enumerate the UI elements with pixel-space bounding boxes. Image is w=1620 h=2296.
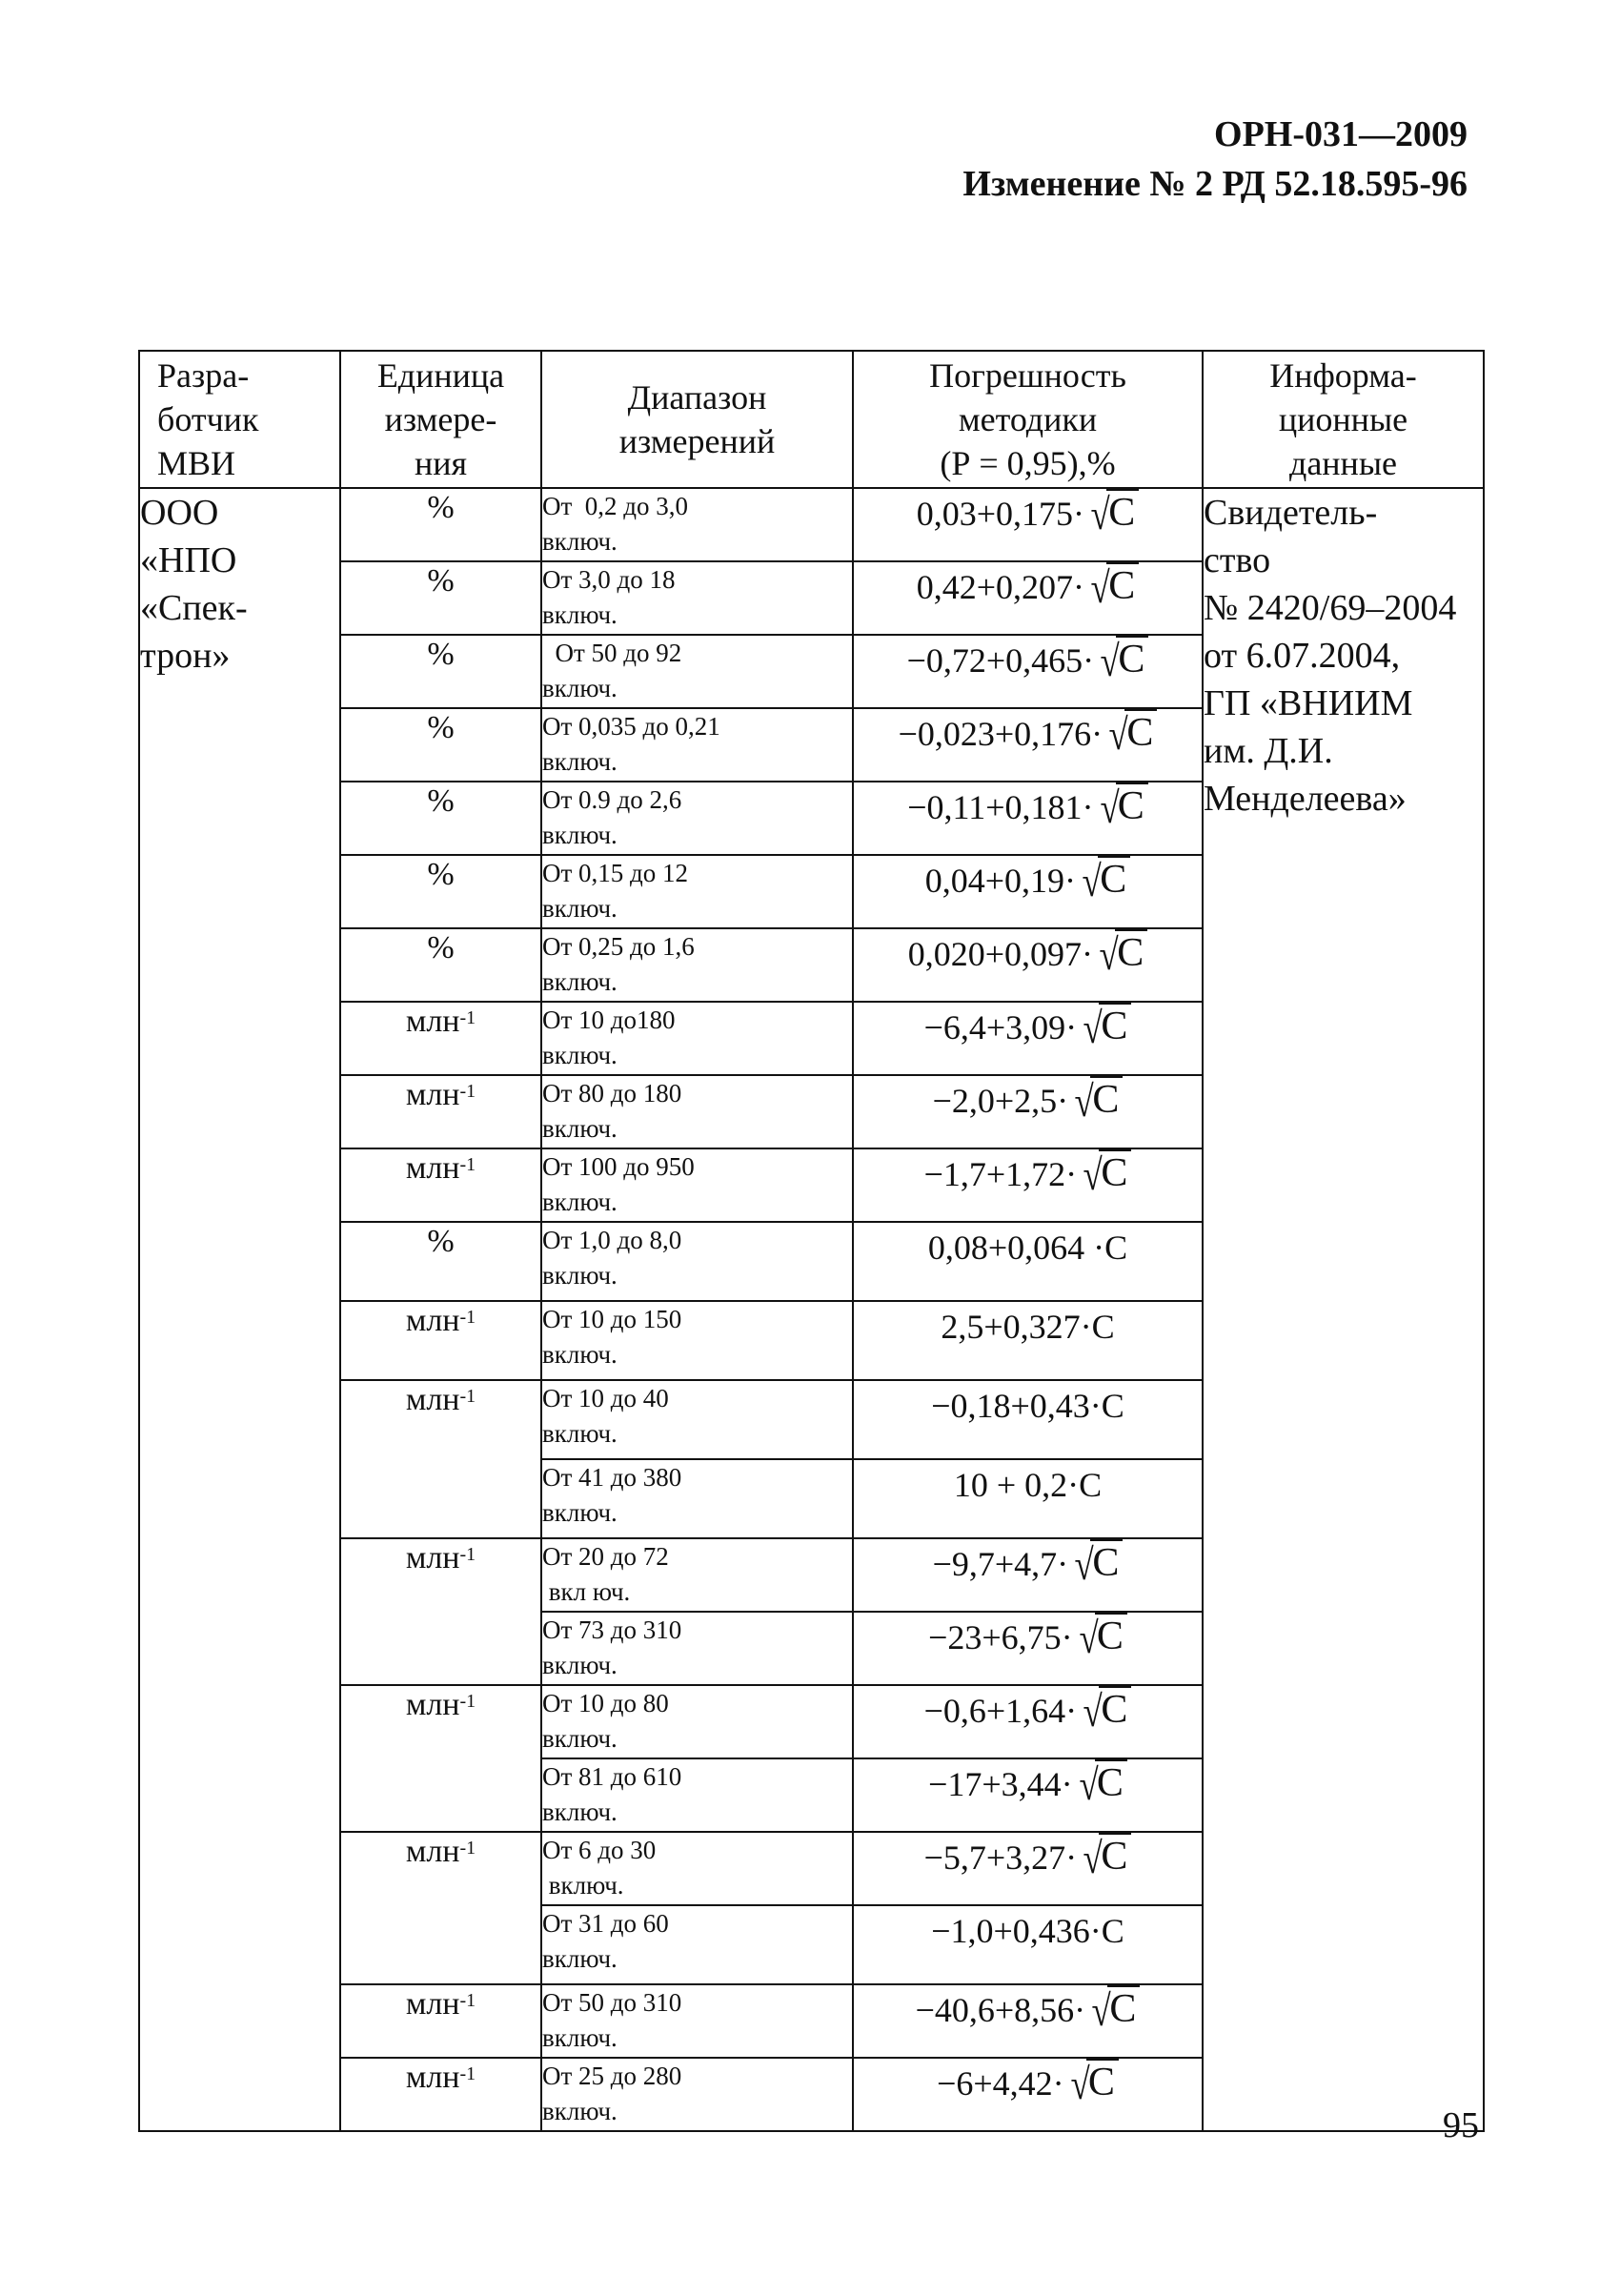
- unit-exponent: -1: [459, 1154, 476, 1175]
- radical-sign-icon: √: [1100, 783, 1120, 832]
- error-cell: [853, 855, 1203, 928]
- unit-cell: [340, 1148, 541, 1222]
- column-header-developer: Разра- ботчик МВИ: [139, 351, 340, 488]
- error-formula: 2,5+0,327·C: [941, 1308, 1115, 1346]
- document-header: [962, 110, 1468, 209]
- error-formula: −1,7+1,72·: [923, 1155, 1078, 1193]
- unit-label: %: [427, 1224, 455, 1259]
- error-formula: 10 + 0,2·C: [953, 1466, 1103, 1504]
- unit-label: %: [427, 857, 455, 892]
- radical-sign-icon: √: [1079, 1614, 1099, 1662]
- square-root-symbol: [1072, 1539, 1123, 1589]
- unit-cell: [340, 1002, 541, 1075]
- square-root-symbol: [1077, 1613, 1127, 1662]
- square-root-symbol: [1068, 2059, 1119, 2108]
- range-cell: От 0.9 до 2,6 включ.: [541, 782, 853, 855]
- range-cell: От 10 до180 включ.: [541, 1002, 853, 1075]
- unit-label: млн: [405, 1303, 460, 1338]
- table-header-row: [139, 351, 1484, 488]
- unit-label: млн: [405, 1150, 460, 1186]
- column-header-range: Диапазон измерений: [541, 351, 853, 488]
- radicand: C: [1090, 1076, 1123, 1122]
- unit-cell: [340, 1832, 541, 1984]
- radical-sign-icon: √: [1099, 930, 1119, 979]
- amendment-title: Изменение № 2 РД 52.18.595-96: [962, 164, 1468, 204]
- error-cell: [853, 1002, 1203, 1075]
- error-formula: −6+4,42·: [937, 2064, 1064, 2103]
- range-cell: От 1,0 до 8,0 включ.: [541, 1222, 853, 1301]
- unit-exponent: -1: [459, 1081, 476, 1102]
- unit-cell: [340, 561, 541, 635]
- unit-cell: [340, 1984, 541, 2058]
- radical-sign-icon: √: [1070, 2060, 1090, 2108]
- unit-label: %: [427, 710, 455, 745]
- error-cell: [853, 1538, 1203, 1612]
- error-cell: [853, 1222, 1203, 1301]
- unit-label: %: [427, 563, 455, 599]
- unit-cell: [340, 1301, 541, 1380]
- radicand: C: [1099, 1003, 1131, 1048]
- unit-label: %: [427, 490, 455, 525]
- square-root-symbol: [1081, 1833, 1131, 1882]
- info-cell: Свидетель- ство № 2420/69–2004 от 6.07.2004, ГП «ВНИИМ им. Д.И. Менделеева»: [1203, 488, 1484, 2131]
- unit-label: %: [427, 637, 455, 672]
- range-cell: От 81 до 610 включ.: [541, 1758, 853, 1832]
- error-cell: [853, 1612, 1203, 1685]
- error-formula: −0,72+0,465·: [906, 641, 1095, 680]
- error-cell: [853, 782, 1203, 855]
- square-root-symbol: [1080, 856, 1130, 905]
- error-formula: −0,6+1,64·: [923, 1692, 1078, 1730]
- range-cell: От 10 до 150 включ.: [541, 1301, 853, 1380]
- error-cell: [853, 1075, 1203, 1148]
- unit-label: %: [427, 783, 455, 819]
- unit-cell: [340, 1075, 541, 1148]
- range-cell: От 100 до 950 включ.: [541, 1148, 853, 1222]
- radicand: C: [1106, 562, 1139, 608]
- range-cell: От 0,25 до 1,6 включ.: [541, 928, 853, 1002]
- error-formula: −40,6+8,56·: [915, 1991, 1086, 2029]
- unit-exponent: -1: [459, 1544, 476, 1565]
- radicand: C: [1098, 856, 1130, 902]
- square-root-symbol: [1088, 489, 1139, 538]
- table-body: [139, 488, 1484, 2131]
- range-cell: От 50 до 92 включ.: [541, 635, 853, 708]
- error-formula: −1,0+0,436·C: [931, 1912, 1124, 1950]
- range-cell: От 80 до 180 включ.: [541, 1075, 853, 1148]
- square-root-symbol: [1081, 1149, 1131, 1199]
- square-root-symbol: [1098, 782, 1148, 832]
- unit-label: млн: [405, 1687, 460, 1722]
- unit-cell: [340, 1538, 541, 1685]
- range-cell: От 25 до 280 включ.: [541, 2058, 853, 2131]
- radicand: C: [1115, 929, 1147, 975]
- radical-sign-icon: √: [1083, 1834, 1103, 1882]
- error-formula: 0,08+0,064 ·C: [927, 1229, 1128, 1267]
- unit-cell: [340, 1380, 541, 1538]
- unit-label: млн: [405, 2060, 460, 2095]
- unit-cell: [340, 855, 541, 928]
- radicand: C: [1095, 1613, 1127, 1658]
- radical-sign-icon: √: [1090, 490, 1110, 538]
- error-cell: [853, 1758, 1203, 1832]
- range-cell: От 50 до 310 включ.: [541, 1984, 853, 2058]
- error-cell: [853, 1148, 1203, 1222]
- radical-sign-icon: √: [1079, 1760, 1099, 1809]
- radicand: C: [1090, 1539, 1123, 1585]
- unit-label: млн: [405, 1382, 460, 1417]
- error-formula: −0,18+0,43·C: [931, 1387, 1124, 1425]
- unit-exponent: -1: [459, 1691, 476, 1712]
- error-formula: −2,0+2,5·: [932, 1082, 1069, 1120]
- square-root-symbol: [1077, 1759, 1127, 1809]
- range-cell: От 0,2 до 3,0 включ.: [541, 488, 853, 561]
- unit-cell: [340, 1685, 541, 1832]
- range-cell: От 6 до 30 включ.: [541, 1832, 853, 1905]
- unit-cell: [340, 782, 541, 855]
- square-root-symbol: [1088, 562, 1139, 612]
- error-cell: [853, 928, 1203, 1002]
- unit-exponent: -1: [459, 1838, 476, 1859]
- error-formula: 0,04+0,19·: [924, 862, 1077, 900]
- error-cell: [853, 1459, 1203, 1538]
- radical-sign-icon: √: [1083, 1004, 1103, 1052]
- unit-label: млн: [405, 1834, 460, 1869]
- radicand: C: [1086, 2059, 1119, 2104]
- radicand: C: [1099, 1149, 1131, 1195]
- radicand: C: [1124, 709, 1157, 755]
- radical-sign-icon: √: [1108, 710, 1128, 759]
- unit-exponent: -1: [459, 1007, 476, 1028]
- table-row: [139, 488, 1484, 561]
- error-cell: [853, 1832, 1203, 1905]
- radical-sign-icon: √: [1083, 1687, 1103, 1736]
- unit-cell: [340, 488, 541, 561]
- radicand: C: [1106, 489, 1139, 535]
- radical-sign-icon: √: [1090, 563, 1110, 612]
- square-root-symbol: [1089, 1985, 1140, 2035]
- radical-sign-icon: √: [1074, 1540, 1094, 1589]
- range-cell: От 73 до 310 включ.: [541, 1612, 853, 1685]
- error-cell: [853, 2058, 1203, 2131]
- error-cell: [853, 1301, 1203, 1380]
- error-formula: 0,020+0,097·: [907, 935, 1094, 973]
- range-cell: От 0,15 до 12 включ.: [541, 855, 853, 928]
- radicand: C: [1099, 1833, 1131, 1879]
- unit-label: млн: [405, 1004, 460, 1039]
- unit-exponent: -1: [459, 2063, 476, 2084]
- error-formula: −6,4+3,09·: [923, 1008, 1078, 1046]
- square-root-symbol: [1106, 709, 1157, 759]
- unit-cell: [340, 928, 541, 1002]
- range-cell: От 31 до 60 включ.: [541, 1905, 853, 1984]
- range-cell: От 41 до 380 включ.: [541, 1459, 853, 1538]
- radical-sign-icon: √: [1083, 1150, 1103, 1199]
- radicand: C: [1099, 1686, 1131, 1732]
- unit-exponent: -1: [459, 1386, 476, 1407]
- radicand: C: [1116, 636, 1148, 681]
- methods-table: [138, 350, 1485, 2132]
- error-formula: −23+6,75·: [928, 1618, 1073, 1656]
- error-cell: [853, 635, 1203, 708]
- radicand: C: [1107, 1985, 1140, 2031]
- error-cell: [853, 708, 1203, 782]
- error-formula: −0,11+0,181·: [907, 788, 1094, 826]
- square-root-symbol: [1098, 636, 1148, 685]
- radical-sign-icon: √: [1091, 1986, 1111, 2035]
- error-cell: [853, 1380, 1203, 1459]
- unit-cell: [340, 708, 541, 782]
- page-number: 95: [1443, 2105, 1479, 2145]
- document-code: ОРН-031—2009: [1214, 114, 1468, 154]
- error-formula: −0,023+0,176·: [898, 715, 1104, 753]
- radicand: C: [1116, 782, 1148, 828]
- square-root-symbol: [1072, 1076, 1123, 1126]
- radicand: C: [1095, 1759, 1127, 1805]
- error-formula: 0,03+0,175·: [916, 495, 1085, 533]
- range-cell: От 3,0 до 18 включ.: [541, 561, 853, 635]
- developer-cell: ООО «НПО «Спек- трон»: [139, 488, 340, 2131]
- column-header-unit: Единица измере- ния: [340, 351, 541, 488]
- radical-sign-icon: √: [1074, 1077, 1094, 1126]
- range-cell: От 10 до 80 включ.: [541, 1685, 853, 1758]
- error-formula: −9,7+4,7·: [932, 1545, 1069, 1583]
- unit-label: млн: [405, 1077, 460, 1112]
- unit-label: %: [427, 930, 455, 965]
- radical-sign-icon: √: [1082, 857, 1102, 905]
- column-header-info: Информа- ционные данные: [1203, 351, 1484, 488]
- error-cell: [853, 488, 1203, 561]
- range-cell: От 10 до 40 включ.: [541, 1380, 853, 1459]
- range-cell: От 20 до 72 вкл юч.: [541, 1538, 853, 1612]
- error-cell: [853, 561, 1203, 635]
- error-cell: [853, 1685, 1203, 1758]
- unit-exponent: -1: [459, 1990, 476, 2011]
- column-header-error: Погрешность методики (Р = 0,95),%: [853, 351, 1203, 488]
- error-cell: [853, 1984, 1203, 2058]
- square-root-symbol: [1097, 929, 1147, 979]
- unit-cell: [340, 2058, 541, 2131]
- square-root-symbol: [1081, 1003, 1131, 1052]
- error-cell: [853, 1905, 1203, 1984]
- error-formula: −5,7+3,27·: [923, 1839, 1078, 1877]
- unit-label: млн: [405, 1540, 460, 1575]
- unit-label: млн: [405, 1986, 460, 2022]
- error-formula: −17+3,44·: [928, 1765, 1073, 1803]
- square-root-symbol: [1081, 1686, 1131, 1736]
- radical-sign-icon: √: [1100, 637, 1120, 685]
- unit-exponent: -1: [459, 1307, 476, 1328]
- unit-cell: [340, 1222, 541, 1301]
- range-cell: От 0,035 до 0,21 включ.: [541, 708, 853, 782]
- unit-cell: [340, 635, 541, 708]
- error-formula: 0,42+0,207·: [916, 568, 1085, 606]
